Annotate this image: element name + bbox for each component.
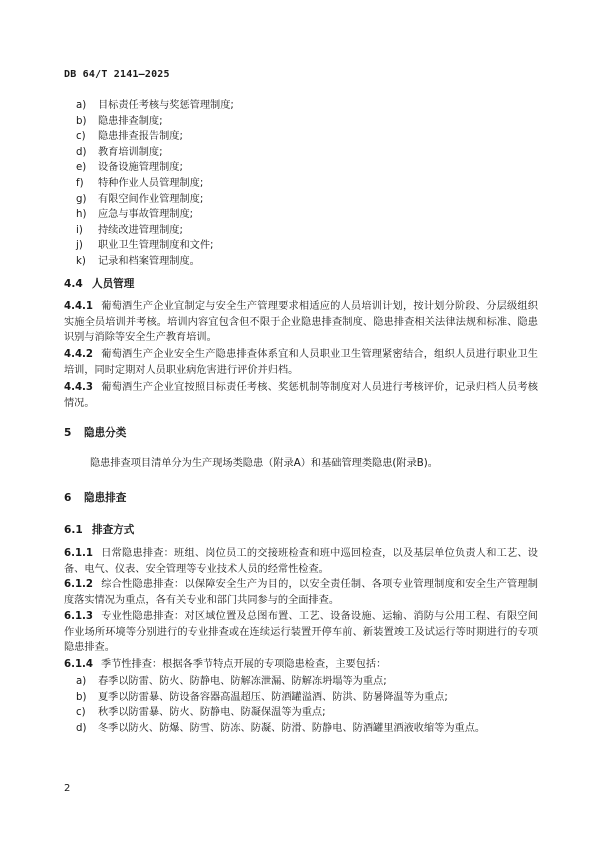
clause-6-1-1: 6.1.1 日常隐患排查：班组、岗位员工的交接班检查和班中巡回检查，以及基层单位负责人和工艺、设备、电气、仪表、安全管理等专业技术人员的经常性检查。 bbox=[64, 548, 538, 575]
clause-4-4-2: 4.4.2 葡萄酒生产企业安全生产隐患排查体系宜和人员职业卫生管理紧密结合，组织人员进行职业卫生培训，同时定期对人员职业病危害进行评价并归档。 bbox=[64, 349, 538, 376]
clause-6-1-4: 6.1.4 季节性排查：根据各季节特点开展的专项隐患检查，主要包括： bbox=[64, 659, 387, 670]
document-header: DB 64/T 2141—2025 bbox=[64, 69, 170, 80]
list-item: e) 设备设施管理制度; bbox=[76, 162, 183, 174]
section-heading-5: 5 隐患分类 bbox=[64, 427, 127, 439]
list-item: d) 冬季以防火、防爆、防雪、防冻、防凝、防滑、防静电、防酒罐里酒液收缩等为重点。 bbox=[76, 722, 486, 734]
list-item: b) 隐患排查制度; bbox=[76, 115, 163, 127]
regulation-list bbox=[76, 98, 546, 270]
seasonal-check-list bbox=[76, 674, 546, 736]
list-item: b) 夏季以防雷暴、防设备容器高温超压、防酒罐溢酒、防洪、防暑降温等为重点; bbox=[76, 691, 448, 703]
list-item: a) 春季以防雷、防火、防静电、防解冻泄漏、防解冻坍塌等为重点; bbox=[76, 676, 387, 687]
page-number: 2 bbox=[64, 783, 71, 794]
list-item: d) 教育培训制度; bbox=[76, 146, 163, 158]
section-heading-6: 6 隐患排查 bbox=[64, 492, 127, 504]
list-item: h) 应急与事故管理制度; bbox=[76, 209, 194, 221]
section-5-text: 隐患排查项目清单分为生产现场类隐患（附录A）和基础管理类隐患(附录B)。 bbox=[90, 458, 438, 469]
clause-6-1-2: 6.1.2 综合性隐患排查：以保障安全生产为目的，以安全责任制、各项专业管理制度和安全生产管理制度落实情况为重点，各有关专业和部门共同参与的全面排查。 bbox=[64, 579, 538, 606]
list-item: j) 职业卫生管理制度和文件; bbox=[76, 240, 214, 252]
list-item: a) 目标责任考核与奖惩管理制度; bbox=[76, 100, 234, 111]
list-item: g) 有限空间作业管理制度; bbox=[76, 193, 204, 205]
list-item: c) 秋季以防雷暴、防火、防静电、防凝保温等为重点; bbox=[76, 707, 326, 719]
list-item: k) 记录和档案管理制度。 bbox=[76, 255, 200, 267]
list-item: i) 持续改进管理制度; bbox=[76, 224, 183, 236]
clause-4-4-3: 4.4.3 葡萄酒生产企业宜按照目标责任考核、奖惩机制等制度对人员进行考核评价，记录归档人员考核情况。 bbox=[64, 382, 538, 409]
clause-6-1-3: 6.1.3 专业性隐患排查：对区域位置及总图布置、工艺、设备设施、运输、消防与公用工程、有限空间作业场所环境等分别进行的专业排查或在连续运行装置开停车前、新装置竣工及试运行等时期进行的专项隐患排查。 bbox=[64, 611, 538, 654]
clause-4-4-1: 4.4.1 葡萄酒生产企业宜制定与安全生产管理要求相适应的人员培训计划，按计划分阶段、分层级组织实施全员培训并考核。培训内容宜包含但不限于企业隐患排查制度、隐患排查相关法律法规和标准、隐患识别与消除等安全生产教育培训。 bbox=[64, 301, 538, 344]
section-heading-4-4: 4.4 人员管理 bbox=[64, 278, 135, 290]
section-heading-6-1: 6.1 排查方式 bbox=[64, 524, 135, 536]
list-item: c) 隐患排查报告制度; bbox=[76, 131, 183, 143]
list-item: f) 特种作业人员管理制度; bbox=[76, 177, 204, 189]
